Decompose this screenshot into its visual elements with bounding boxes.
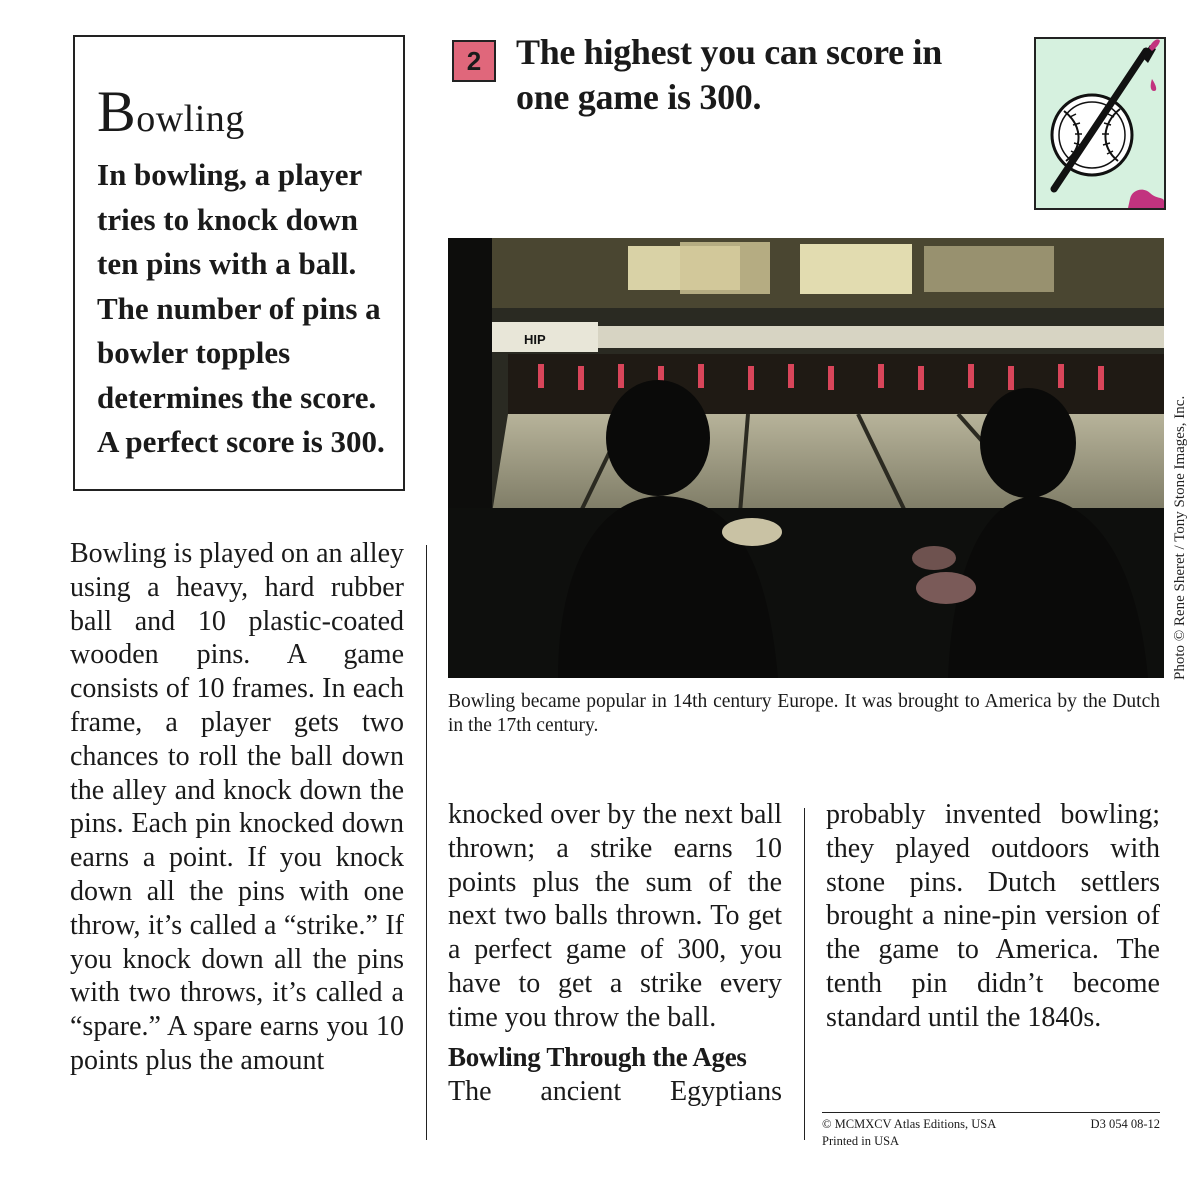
body-column-1: Bowling is played on an alley using a heavy, hard rubber ball and 10 plastic-coated wooden pins. A game consists of 10 frames. In each frame, a player gets two chances to roll the ball down the alley and knock down the pins. Each pin knocked down earns a point. If you knock down all the pins with one throw, it’s called a “strike.” If you knock down all the pins with two throws, it’s called a “spare.” A spare earns you 10 points plus the amount — [70, 538, 404, 1076]
card-title — [97, 79, 385, 144]
footer-printed: Printed in USA — [822, 1134, 900, 1148]
title-rest: owling — [136, 98, 245, 140]
section-subheading: Bowling Through the Ages — [448, 1041, 747, 1072]
bowling-alley-photo — [448, 238, 1164, 678]
card-number-badge: 2 — [452, 40, 496, 82]
title-initial: B — [97, 79, 137, 144]
photo-credit: Photo © Rene Sheret / Tony Stone Images, Inc. — [1172, 395, 1188, 680]
sign-text-right: HIP — [524, 332, 546, 347]
headline: The highest you can score in one game is 300. — [516, 32, 942, 117]
baseball-paintbrush-icon — [1036, 39, 1164, 208]
footer — [822, 1112, 1160, 1150]
footer-copyright: © MCMXCV Atlas Editions, USA — [822, 1117, 997, 1131]
body-column-2-tail: The ancient Egyptians — [448, 1075, 782, 1107]
column-divider-1 — [426, 545, 427, 1140]
footer-code: D3 054 08-12 — [1090, 1117, 1160, 1131]
column-divider-2 — [804, 808, 805, 1140]
body-column-3: probably invented bowling; they played outdoors with stone pins. Dutch settlers brought a nine-pin version of the game to America. The tenth pin didn’t become standard until the 1840s. — [826, 799, 1160, 1033]
title-box — [73, 35, 405, 491]
body-column-2-text: knocked over by the next ball thrown; a strike earns 10 points plus the sum of the next two balls thrown. To get a perfect game of 300, you have to get a strike every time you throw the ball. — [448, 799, 782, 1033]
intro-text: In bowling, a player tries to knock down ten pins with a ball. The number of pins a bowler topples determines the score. A perfect score is 300. — [97, 157, 385, 459]
photo-caption: Bowling became popular in 14th century Europe. It was brought to America by the Dutch in the 17th century. — [448, 691, 1160, 736]
category-icon-box — [1034, 37, 1166, 210]
body-column-2 — [448, 798, 782, 1108]
bowling-alley-illustration — [448, 238, 1164, 678]
